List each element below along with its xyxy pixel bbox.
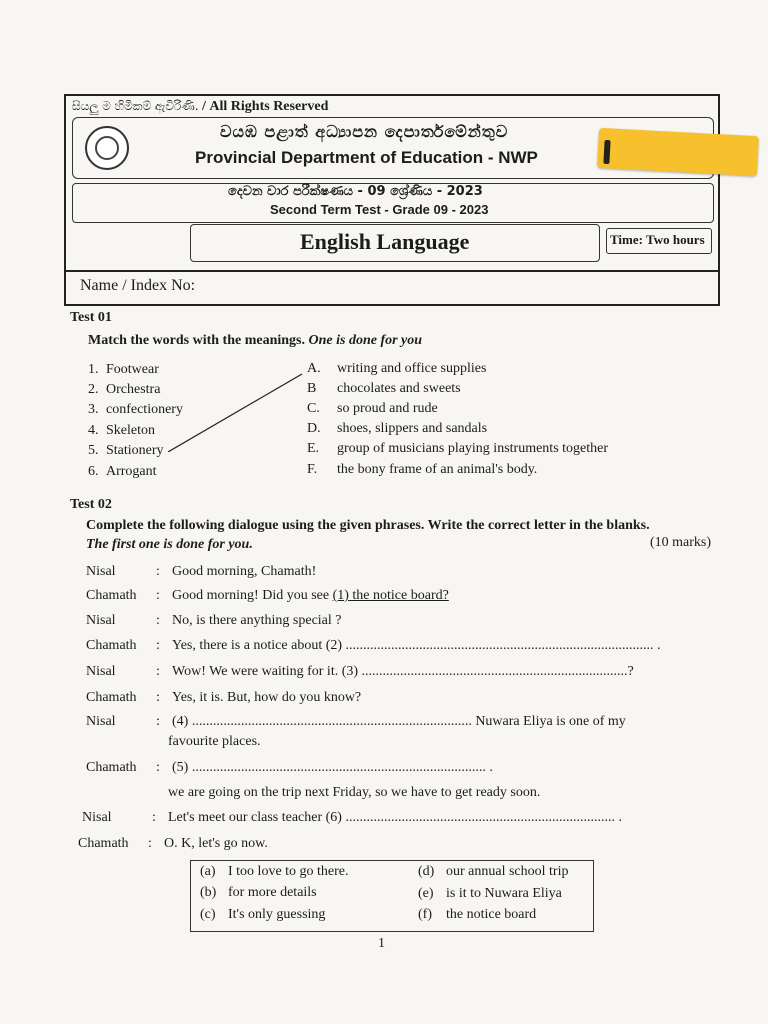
match-answer-line [168, 372, 304, 452]
highlighter-pen-icon [597, 128, 759, 176]
name-index-label: Name / Index No: [80, 277, 196, 294]
department-sinhala: වයඹ පළාත් අධ්‍යාපන දෙපාර්තමේන්තුව [220, 122, 509, 141]
meaning-item: D. shoes, slippers and sandals [307, 421, 488, 436]
highlighter-cap [603, 140, 610, 164]
test02-instruction-italic: The first one is done for you. [86, 537, 253, 552]
emblem-icon [85, 126, 129, 170]
word-item: 4. Skeleton [88, 423, 155, 438]
marks-label: (10 marks) [650, 535, 712, 550]
dialogue-line: Chamath : Yes, it is. But, how do you know? [86, 690, 362, 705]
phrase-option: (f) the notice board [418, 907, 537, 922]
test02-instruction-bold: Complete the following dialogue using the given phrases. Write the correct letter in the blanks. [86, 518, 650, 533]
rights-english: / All Rights Reserved [202, 99, 329, 114]
term-sinhala: දෙවන වාර පරීක්ෂණය - 09 ශ්‍රේණිය - 2023 [228, 184, 483, 199]
subject-title: English Language [300, 229, 470, 254]
dialogue-continuation: favourite places. [168, 734, 261, 749]
meaning-item: A. writing and office supplies [307, 361, 487, 376]
test01-instruction [88, 333, 422, 349]
phrase-option: (d) our annual school trip [418, 864, 569, 879]
phrase-option: (a) I too love to go there. [200, 864, 349, 879]
rights-reserved [72, 99, 328, 115]
word-item: 3. confectionery [88, 402, 183, 417]
word-item: 1. Footwear [88, 362, 159, 377]
word-item: 6. Arrogant [88, 464, 157, 479]
dialogue-line: Nisal : (4) ................................................................................ Nuwara Eliya is one of my [86, 714, 626, 729]
name-divider [64, 270, 720, 272]
time-allowed: Time: Two hours [610, 232, 705, 247]
dialogue-continuation: we are going on the trip next Friday, so we have to get ready soon. [168, 785, 541, 800]
dialogue-line: Chamath : O. K, let's go now. [78, 836, 268, 851]
phrase-option: (e) is it to Nuwara Eliya [418, 886, 562, 901]
meaning-item: B chocolates and sweets [307, 381, 461, 396]
meaning-item: E. group of musicians playing instruments together [307, 441, 609, 456]
dialogue-line: Nisal : Wow! We were waiting for it. (3) ............................................................................? [86, 664, 634, 679]
word-item: 2. Orchestra [88, 382, 161, 397]
page-number: 1 [378, 936, 385, 951]
phrase-option: (c) It's only guessing [200, 907, 326, 922]
phrase-option: (b) for more details [200, 885, 317, 900]
dialogue-line: Chamath : Good morning! Did you see (1) the notice board? [86, 588, 449, 603]
dialogue-line: Nisal : No, is there anything special ? [86, 613, 342, 628]
rights-sinhala: සියලු ම හිමිකම් ඇවිරිණි. [72, 99, 199, 113]
dialogue-line: Chamath : (5) .................................................................................... . [86, 760, 493, 775]
department-english: Provincial Department of Education - NWP [195, 148, 538, 167]
test01-instruction-bold: Match the words with the meanings. [88, 333, 305, 348]
test01-instruction-italic: One is done for you [308, 333, 423, 348]
dialogue-line: Nisal : Let's meet our class teacher (6) ............................................................................. . [82, 810, 622, 825]
meaning-item: C. so proud and rude [307, 401, 438, 416]
dialogue-line: Chamath : Yes, there is a notice about (2) ........................................................................................ . [86, 638, 661, 653]
word-item: 5. Stationery [88, 443, 164, 458]
meaning-item: F. the bony frame of an animal's body. [307, 462, 538, 477]
term-english: Second Term Test - Grade 09 - 2023 [270, 202, 489, 217]
test01-heading: Test 01 [70, 310, 112, 325]
test02-heading: Test 02 [70, 497, 112, 512]
dialogue-line: Nisal : Good morning, Chamath! [86, 564, 317, 579]
